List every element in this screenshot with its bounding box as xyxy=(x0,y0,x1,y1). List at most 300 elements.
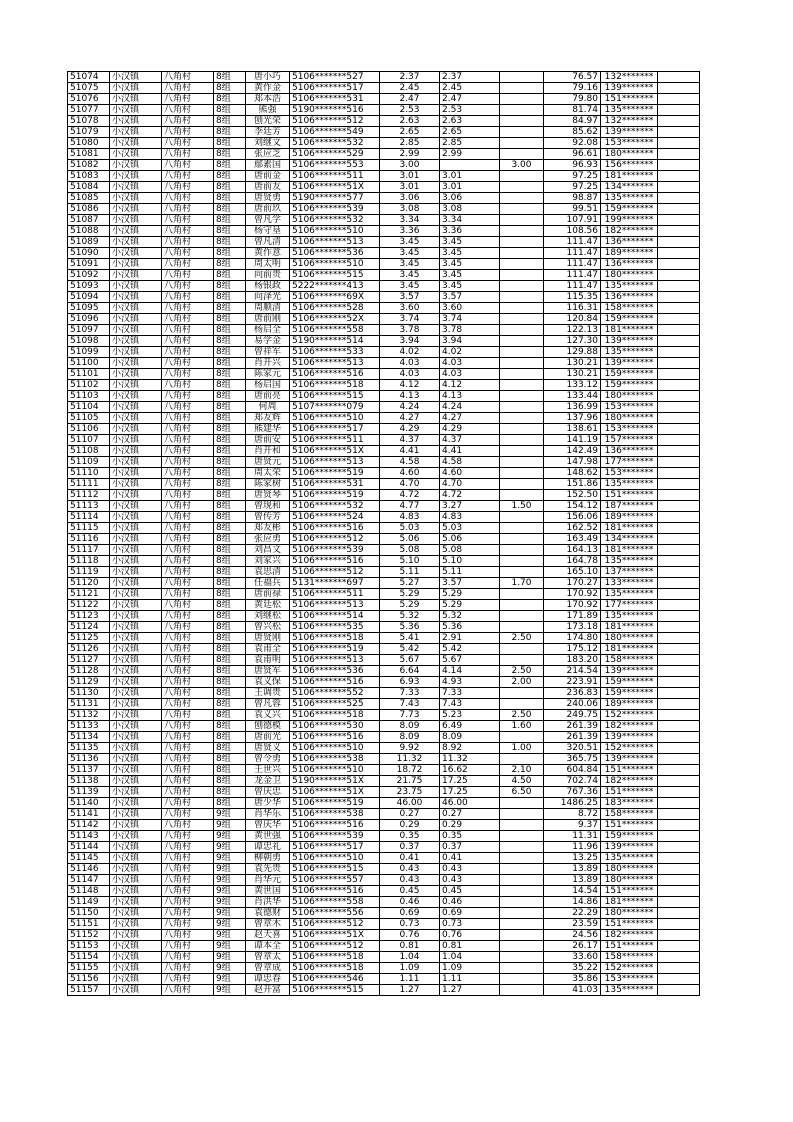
area-a-cell: 2.45 xyxy=(440,83,500,94)
amount-cell: 604.84 xyxy=(544,765,601,776)
blank-cell xyxy=(658,336,700,347)
area-b-cell xyxy=(500,622,544,633)
name-cell: 肖洪华 xyxy=(246,897,290,908)
village-cell: 八角村 xyxy=(162,369,214,380)
phone-cell: 181******* xyxy=(601,171,658,182)
village-cell: 八角村 xyxy=(162,435,214,446)
town-cell: 小汉镇 xyxy=(110,963,162,974)
town-cell: 小汉镇 xyxy=(110,897,162,908)
amount-cell: 92.08 xyxy=(544,138,601,149)
row-number: 51089 xyxy=(68,237,110,248)
amount-cell: 236.83 xyxy=(544,688,601,699)
table-row xyxy=(68,204,700,215)
phone-cell: 153******* xyxy=(601,138,658,149)
table-row xyxy=(68,545,700,556)
table-row xyxy=(68,369,700,380)
phone-cell: 159******* xyxy=(601,314,658,325)
area-a-cell: 4.60 xyxy=(440,468,500,479)
total-area-cell: 4.70 xyxy=(380,479,440,490)
blank-cell xyxy=(658,303,700,314)
table-row xyxy=(68,908,700,919)
table-row xyxy=(68,490,700,501)
id-card-cell: 5106*******546 xyxy=(290,974,380,985)
town-cell: 小汉镇 xyxy=(110,325,162,336)
amount-cell: 85.62 xyxy=(544,127,601,138)
village-cell: 八角村 xyxy=(162,182,214,193)
total-area-cell: 4.27 xyxy=(380,413,440,424)
table-row xyxy=(68,820,700,831)
area-b-cell xyxy=(500,512,544,523)
area-b-cell xyxy=(500,974,544,985)
table-row xyxy=(68,655,700,666)
row-number: 51155 xyxy=(68,963,110,974)
group-cell: 8组 xyxy=(214,171,246,182)
id-card-cell: 5106*******515 xyxy=(290,391,380,402)
row-number: 51154 xyxy=(68,952,110,963)
row-number: 51094 xyxy=(68,292,110,303)
id-card-cell: 5106*******518 xyxy=(290,963,380,974)
group-cell: 8组 xyxy=(214,314,246,325)
table-row xyxy=(68,831,700,842)
phone-cell: 132******* xyxy=(601,72,658,83)
blank-cell xyxy=(658,644,700,655)
area-a-cell: 5.11 xyxy=(440,567,500,578)
total-area-cell: 1.04 xyxy=(380,952,440,963)
phone-cell: 187******* xyxy=(601,501,658,512)
name-cell: 杨启全 xyxy=(246,325,290,336)
table-row xyxy=(68,941,700,952)
group-cell: 8组 xyxy=(214,105,246,116)
area-b-cell: 4.50 xyxy=(500,776,544,787)
amount-cell: 116.31 xyxy=(544,303,601,314)
area-b-cell xyxy=(500,820,544,831)
area-a-cell: 4.13 xyxy=(440,391,500,402)
area-b-cell xyxy=(500,281,544,292)
group-cell: 8组 xyxy=(214,127,246,138)
id-card-cell: 5106*******512 xyxy=(290,941,380,952)
amount-cell: 148.62 xyxy=(544,468,601,479)
village-cell: 八角村 xyxy=(162,534,214,545)
row-number: 51132 xyxy=(68,710,110,721)
blank-cell xyxy=(658,908,700,919)
village-cell: 八角村 xyxy=(162,270,214,281)
table-row xyxy=(68,897,700,908)
village-cell: 八角村 xyxy=(162,281,214,292)
phone-cell: 139******* xyxy=(601,754,658,765)
row-number: 51149 xyxy=(68,897,110,908)
row-number: 51074 xyxy=(68,72,110,83)
amount-cell: 249.75 xyxy=(544,710,601,721)
area-b-cell: 2.10 xyxy=(500,765,544,776)
town-cell: 小汉镇 xyxy=(110,182,162,193)
table-row xyxy=(68,578,700,589)
town-cell: 小汉镇 xyxy=(110,578,162,589)
town-cell: 小汉镇 xyxy=(110,391,162,402)
phone-cell: 189******* xyxy=(601,699,658,710)
amount-cell: 151.86 xyxy=(544,479,601,490)
id-card-cell: 5106*******558 xyxy=(290,325,380,336)
amount-cell: 767.36 xyxy=(544,787,601,798)
id-card-cell: 5106*******517 xyxy=(290,842,380,853)
total-area-cell: 3.45 xyxy=(380,270,440,281)
group-cell: 8组 xyxy=(214,776,246,787)
row-number: 51102 xyxy=(68,380,110,391)
table-row xyxy=(68,534,700,545)
area-b-cell xyxy=(500,490,544,501)
area-a-cell: 1.09 xyxy=(440,963,500,974)
group-cell: 8组 xyxy=(214,435,246,446)
blank-cell xyxy=(658,237,700,248)
blank-cell xyxy=(658,820,700,831)
phone-cell: 177******* xyxy=(601,457,658,468)
town-cell: 小汉镇 xyxy=(110,523,162,534)
name-cell: 唐前友 xyxy=(246,182,290,193)
id-card-cell: 5106*******519 xyxy=(290,644,380,655)
group-cell: 8组 xyxy=(214,83,246,94)
table-row xyxy=(68,303,700,314)
group-cell: 8组 xyxy=(214,402,246,413)
group-cell: 8组 xyxy=(214,666,246,677)
blank-cell xyxy=(658,930,700,941)
area-a-cell: 3.01 xyxy=(440,182,500,193)
total-area-cell: 2.65 xyxy=(380,127,440,138)
group-cell: 8组 xyxy=(214,215,246,226)
table-row xyxy=(68,842,700,853)
row-number: 51091 xyxy=(68,259,110,270)
village-cell: 八角村 xyxy=(162,325,214,336)
name-cell: 柳朝勇 xyxy=(246,853,290,864)
row-number: 51153 xyxy=(68,941,110,952)
area-b-cell xyxy=(500,259,544,270)
name-cell: 肖开和 xyxy=(246,446,290,457)
town-cell: 小汉镇 xyxy=(110,160,162,171)
name-cell: 黄世强 xyxy=(246,831,290,842)
group-cell: 8组 xyxy=(214,446,246,457)
area-b-cell xyxy=(500,534,544,545)
id-card-cell: 5106*******536 xyxy=(290,666,380,677)
area-b-cell xyxy=(500,699,544,710)
village-cell: 八角村 xyxy=(162,721,214,732)
total-area-cell: 18.72 xyxy=(380,765,440,776)
total-area-cell: 5.08 xyxy=(380,545,440,556)
area-b-cell xyxy=(500,688,544,699)
amount-cell: 96.93 xyxy=(544,160,601,171)
area-b-cell xyxy=(500,644,544,655)
id-card-cell: 5222*******413 xyxy=(290,281,380,292)
name-cell: 曾凡清 xyxy=(246,237,290,248)
town-cell: 小汉镇 xyxy=(110,490,162,501)
blank-cell xyxy=(658,83,700,94)
area-b-cell xyxy=(500,138,544,149)
blank-cell xyxy=(658,380,700,391)
amount-cell: 164.13 xyxy=(544,545,601,556)
town-cell: 小汉镇 xyxy=(110,886,162,897)
row-number: 51090 xyxy=(68,248,110,259)
total-area-cell: 3.94 xyxy=(380,336,440,347)
row-number: 51076 xyxy=(68,94,110,105)
name-cell: 谭忠礼 xyxy=(246,842,290,853)
group-cell: 8组 xyxy=(214,457,246,468)
blank-cell xyxy=(658,105,700,116)
village-cell: 八角村 xyxy=(162,820,214,831)
id-card-cell: 5106*******514 xyxy=(290,611,380,622)
group-cell: 8组 xyxy=(214,633,246,644)
phone-cell: 156******* xyxy=(601,160,658,171)
table-row xyxy=(68,83,700,94)
table-row xyxy=(68,974,700,985)
group-cell: 8组 xyxy=(214,259,246,270)
group-cell: 9组 xyxy=(214,974,246,985)
row-number: 51084 xyxy=(68,182,110,193)
town-cell: 小汉镇 xyxy=(110,512,162,523)
table-row xyxy=(68,160,700,171)
id-card-cell: 5106*******51X xyxy=(290,787,380,798)
town-cell: 小汉镇 xyxy=(110,655,162,666)
group-cell: 8组 xyxy=(214,182,246,193)
town-cell: 小汉镇 xyxy=(110,457,162,468)
table-row xyxy=(68,787,700,798)
table-row xyxy=(68,435,700,446)
blank-cell xyxy=(658,457,700,468)
table-row xyxy=(68,985,700,996)
area-b-cell xyxy=(500,149,544,160)
phone-cell: 182******* xyxy=(601,930,658,941)
group-cell: 8组 xyxy=(214,490,246,501)
group-cell: 9组 xyxy=(214,853,246,864)
name-cell: 李廷芳 xyxy=(246,127,290,138)
name-cell: 唐前禄 xyxy=(246,589,290,600)
name-cell: 熊强 xyxy=(246,105,290,116)
name-cell: 王调贵 xyxy=(246,688,290,699)
blank-cell xyxy=(658,655,700,666)
id-card-cell: 5106*******517 xyxy=(290,424,380,435)
area-a-cell: 7.33 xyxy=(440,688,500,699)
area-a-cell: 8.92 xyxy=(440,743,500,754)
area-b-cell: 2.50 xyxy=(500,710,544,721)
total-area-cell: 2.63 xyxy=(380,116,440,127)
row-number: 51135 xyxy=(68,743,110,754)
area-b-cell xyxy=(500,127,544,138)
area-a-cell: 5.42 xyxy=(440,644,500,655)
village-cell: 八角村 xyxy=(162,853,214,864)
area-b-cell xyxy=(500,237,544,248)
blank-cell xyxy=(658,127,700,138)
town-cell: 小汉镇 xyxy=(110,919,162,930)
row-number: 51086 xyxy=(68,204,110,215)
area-a-cell: 3.34 xyxy=(440,215,500,226)
area-a-cell: 5.23 xyxy=(440,710,500,721)
amount-cell: 11.96 xyxy=(544,842,601,853)
blank-cell xyxy=(658,534,700,545)
id-card-cell: 5106*******511 xyxy=(290,589,380,600)
area-a-cell: 3.94 xyxy=(440,336,500,347)
total-area-cell: 0.43 xyxy=(380,875,440,886)
group-cell: 8组 xyxy=(214,479,246,490)
village-cell: 八角村 xyxy=(162,754,214,765)
area-a-cell: 1.27 xyxy=(440,985,500,996)
group-cell: 8组 xyxy=(214,787,246,798)
table-row xyxy=(68,501,700,512)
area-b-cell: 6.50 xyxy=(500,787,544,798)
amount-cell: 97.25 xyxy=(544,171,601,182)
id-card-cell: 5106*******519 xyxy=(290,468,380,479)
name-cell: 袁德财 xyxy=(246,908,290,919)
village-cell: 八角村 xyxy=(162,644,214,655)
area-a-cell: 4.12 xyxy=(440,380,500,391)
total-area-cell: 11.32 xyxy=(380,754,440,765)
total-area-cell: 3.45 xyxy=(380,281,440,292)
id-card-cell: 5106*******529 xyxy=(290,149,380,160)
amount-cell: 170.92 xyxy=(544,600,601,611)
name-cell: 向前贵 xyxy=(246,270,290,281)
name-cell: 郑友彬 xyxy=(246,523,290,534)
id-card-cell: 5106*******524 xyxy=(290,512,380,523)
table-row xyxy=(68,237,700,248)
village-cell: 八角村 xyxy=(162,413,214,424)
village-cell: 八角村 xyxy=(162,347,214,358)
row-number: 51108 xyxy=(68,446,110,457)
blank-cell xyxy=(658,611,700,622)
row-number: 51117 xyxy=(68,545,110,556)
total-area-cell: 0.46 xyxy=(380,897,440,908)
phone-cell: 151******* xyxy=(601,820,658,831)
id-card-cell: 5190*******577 xyxy=(290,193,380,204)
group-cell: 8组 xyxy=(214,512,246,523)
total-area-cell: 0.37 xyxy=(380,842,440,853)
table-row xyxy=(68,358,700,369)
id-card-cell: 5106*******51X xyxy=(290,182,380,193)
name-cell: 唐前玖 xyxy=(246,204,290,215)
village-cell: 八角村 xyxy=(162,842,214,853)
town-cell: 小汉镇 xyxy=(110,930,162,941)
total-area-cell: 3.60 xyxy=(380,303,440,314)
phone-cell: 137******* xyxy=(601,567,658,578)
area-a-cell: 2.37 xyxy=(440,72,500,83)
amount-cell: 107.91 xyxy=(544,215,601,226)
town-cell: 小汉镇 xyxy=(110,545,162,556)
area-b-cell xyxy=(500,446,544,457)
area-a-cell: 4.03 xyxy=(440,369,500,380)
phone-cell: 153******* xyxy=(601,424,658,435)
total-area-cell: 3.74 xyxy=(380,314,440,325)
total-area-cell: 0.43 xyxy=(380,864,440,875)
row-number: 51125 xyxy=(68,633,110,644)
amount-cell: 14.86 xyxy=(544,897,601,908)
area-b-cell xyxy=(500,369,544,380)
village-cell: 八角村 xyxy=(162,424,214,435)
area-a-cell: 0.43 xyxy=(440,875,500,886)
phone-cell: 181******* xyxy=(601,523,658,534)
id-card-cell: 5106*******549 xyxy=(290,127,380,138)
phone-cell: 139******* xyxy=(601,336,658,347)
row-number: 51075 xyxy=(68,83,110,94)
amount-cell: 223.91 xyxy=(544,677,601,688)
table-row xyxy=(68,963,700,974)
id-card-cell: 5106*******527 xyxy=(290,72,380,83)
group-cell: 8组 xyxy=(214,589,246,600)
area-b-cell xyxy=(500,798,544,809)
blank-cell xyxy=(658,160,700,171)
id-card-cell: 5106*******518 xyxy=(290,633,380,644)
area-b-cell xyxy=(500,248,544,259)
amount-cell: 13.89 xyxy=(544,875,601,886)
area-a-cell: 1.11 xyxy=(440,974,500,985)
town-cell: 小汉镇 xyxy=(110,644,162,655)
row-number: 51137 xyxy=(68,765,110,776)
total-area-cell: 0.81 xyxy=(380,941,440,952)
name-cell: 唐少华 xyxy=(246,798,290,809)
amount-cell: 76.57 xyxy=(544,72,601,83)
blank-cell xyxy=(658,479,700,490)
area-b-cell xyxy=(500,402,544,413)
name-cell: 唐小巧 xyxy=(246,72,290,83)
area-b-cell xyxy=(500,215,544,226)
town-cell: 小汉镇 xyxy=(110,677,162,688)
village-cell: 八角村 xyxy=(162,501,214,512)
id-card-cell: 5106*******519 xyxy=(290,490,380,501)
amount-cell: 96.61 xyxy=(544,149,601,160)
village-cell: 八角村 xyxy=(162,303,214,314)
name-cell: 周太明 xyxy=(246,259,290,270)
name-cell: 黄廷松 xyxy=(246,600,290,611)
id-card-cell: 5106*******532 xyxy=(290,215,380,226)
row-number: 51107 xyxy=(68,435,110,446)
area-a-cell: 4.93 xyxy=(440,677,500,688)
area-a-cell: 17.25 xyxy=(440,787,500,798)
area-a-cell: 17.25 xyxy=(440,776,500,787)
id-card-cell: 5106*******518 xyxy=(290,710,380,721)
town-cell: 小汉镇 xyxy=(110,534,162,545)
amount-cell: 13.25 xyxy=(544,853,601,864)
village-cell: 八角村 xyxy=(162,831,214,842)
total-area-cell: 4.02 xyxy=(380,347,440,358)
group-cell: 8组 xyxy=(214,534,246,545)
group-cell: 9组 xyxy=(214,930,246,941)
name-cell: 任福兵 xyxy=(246,578,290,589)
name-cell: 杨启国 xyxy=(246,380,290,391)
town-cell: 小汉镇 xyxy=(110,171,162,182)
group-cell: 8组 xyxy=(214,578,246,589)
area-a-cell: 4.58 xyxy=(440,457,500,468)
row-number: 51093 xyxy=(68,281,110,292)
row-number: 51152 xyxy=(68,930,110,941)
blank-cell xyxy=(658,776,700,787)
area-b-cell: 1.00 xyxy=(500,743,544,754)
table-body xyxy=(68,72,700,996)
table-row xyxy=(68,567,700,578)
id-card-cell: 5106*******513 xyxy=(290,237,380,248)
amount-cell: 174.80 xyxy=(544,633,601,644)
total-area-cell: 0.69 xyxy=(380,908,440,919)
phone-cell: 132******* xyxy=(601,116,658,127)
name-cell: 曾凡学 xyxy=(246,215,290,226)
name-cell: 唐前安 xyxy=(246,435,290,446)
row-number: 51077 xyxy=(68,105,110,116)
blank-cell xyxy=(658,743,700,754)
id-card-cell: 5106*******516 xyxy=(290,523,380,534)
row-number: 51113 xyxy=(68,501,110,512)
area-b-cell xyxy=(500,347,544,358)
table-row xyxy=(68,589,700,600)
phone-cell: 136******* xyxy=(601,237,658,248)
group-cell: 9组 xyxy=(214,963,246,974)
total-area-cell: 9.92 xyxy=(380,743,440,754)
village-cell: 八角村 xyxy=(162,710,214,721)
table-row xyxy=(68,644,700,655)
area-a-cell: 2.53 xyxy=(440,105,500,116)
phone-cell: 152******* xyxy=(601,710,658,721)
area-a-cell: 2.65 xyxy=(440,127,500,138)
